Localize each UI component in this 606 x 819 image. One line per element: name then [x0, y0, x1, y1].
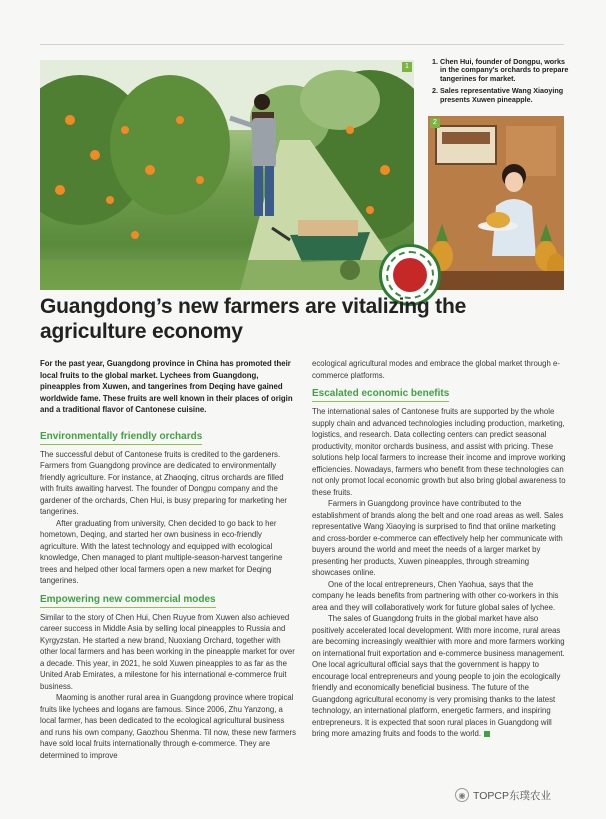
left-column: [40, 358, 298, 761]
end-mark: [484, 731, 490, 737]
section-heading-commercial-modes: Empowering new commercial modes: [40, 593, 216, 608]
photo-number-1: 1: [402, 62, 412, 72]
paragraph-continued: ecological agricultural modes and embrace the global market through e-commerce platforms.: [312, 359, 560, 380]
article-title: Guangdong’s new farmers are vitalizing the agriculture economy: [40, 295, 467, 343]
orchard-photo: [40, 60, 414, 290]
photo-captions: [430, 58, 570, 108]
caption-2: 2. Sales representative Wang Xiaoying presents Xuwen pineapple.: [440, 87, 570, 104]
wechat-icon: ◉: [455, 788, 469, 802]
paragraph: The international sales of Cantonese fruits are supported by the whole supply chain and advanced technologies including production, marketing, logistics, and research. Data collecting centers can predict seasonal productivity, monitor orchards business, and assist with pricing. These solutions help local farmers to increase their income and improve working efficiencies. Nowadays, farmers who benefit from these technologies can not only promot local economic growth but also bring global awareness to these fruits.: [312, 407, 566, 497]
paragraph: Farmers in Guangdong province have contributed to the establishment of brands along the belt and one road areas as well. Sales representative Wang Xiaoying is surprised to find that online marketing and cross-border e-commerce can effectively help her communicate with buyers around the world and meet the needs of a larger market by presenting her products, Xuwen pineapples, through streaming showcases online.: [312, 499, 564, 577]
paragraph: Maoming is another rural area in Guangdong province where tropical fruits like lychees and logans are famous. Since 2006, Zhu Yanzong, a local farmer, has been dedicated to the ecological agricultural business and runs his own company, Gaozhou Shenma. Til now, these new farmers have sold local fruits internationally through e-commerce. They are determined to improve: [40, 693, 296, 760]
paragraph: [312, 613, 566, 740]
section-heading-orchards: Environmentally friendly orchards: [40, 430, 202, 445]
pineapple-photo: [428, 116, 564, 290]
pineapple-illustration: [428, 116, 564, 290]
paragraph: One of the local entrepreneurs, Chen Yaohua, says that the company he leads benefits from partnering with other co-workers in this area and they will collaboratively work for future global sales of lychee.: [312, 579, 559, 612]
watermark: [455, 786, 551, 804]
paragraph: The successful debut of Cantonese fruits is credited to the gardeners. Farmers from Guangdong province are dedicated to environmentally friendly agriculture. For instance, at Zhaoqing, citrus orchards are filled with fruits awaiting harvest. The founder of Dongpu company and the gardener of the orchards, Chen Hui, is busy preparing for marketing her tangerines.: [40, 449, 288, 516]
lead-paragraph: For the past year, Guangdong province in China has promoted their local fruits to the global market. Lychees from Guangdong, pineapples from Xuwen, and tangerines from Deqing have gained worldwide fame. These fruits are well known in their places of origin and a traditional flavor of Cantonese cuisine.: [40, 359, 293, 414]
watermark-text: TOPCP东璞农业: [473, 789, 551, 802]
caption-1: 1. Chen Hui, founder of Dongpu, works in the company's orchards to prepare tangerines for market.: [440, 58, 570, 83]
paragraph: Similar to the story of Chen Hui, Chen Ruyue from Xuwen also achieved career success in Middle Asia by selling local pineapples to Russia and Kyrgyzstan. He started a new brand, Nuoxiang Orchard, together with other local farmers and has been working in the pineapple market for over a decade. This year, in 2021, he sold Xuwen pineapples to as far as the United Arab Emirates, a milestone for his international e-commerce fruit business.: [40, 612, 295, 691]
right-column: [312, 358, 566, 740]
paragraph: After graduating from university, Chen decided to go back to her hometown, Deqing, and started her own business in eco-friendly agriculture. With the latest technology and equipped with ecological knowledge, Chen managed to plant multiple-season-harvest tangerine trees and helped other local farmers open a new market for Deqing tangerines.: [40, 518, 283, 585]
photo-number-2: 2: [430, 118, 440, 128]
paragraph-text: The sales of Guangdong fruits in the global market have also positively accelerated local development. With more income, rural areas are becoming increasingly wealthier with more and more farmers working on international fruit exportation and e-commerce business management. One local agricultural official says that the government is happy to encourage local entrepreneurs and young people to join the ecologically friendly and economically beneficial business. The future of the Guangdong agricultural economy is very promising thanks to the latest technology, an international platform, energetic farmers, and inspiring entrepreneurs. It is expected that soon rural places in Guangdong will bring more amazing fruits and foods to the world.: [312, 614, 565, 738]
orchard-illustration: [40, 60, 414, 290]
seal-center: [393, 258, 427, 292]
section-heading-economic-benefits: Escalated economic benefits: [312, 387, 449, 402]
top-rule: [40, 44, 564, 45]
